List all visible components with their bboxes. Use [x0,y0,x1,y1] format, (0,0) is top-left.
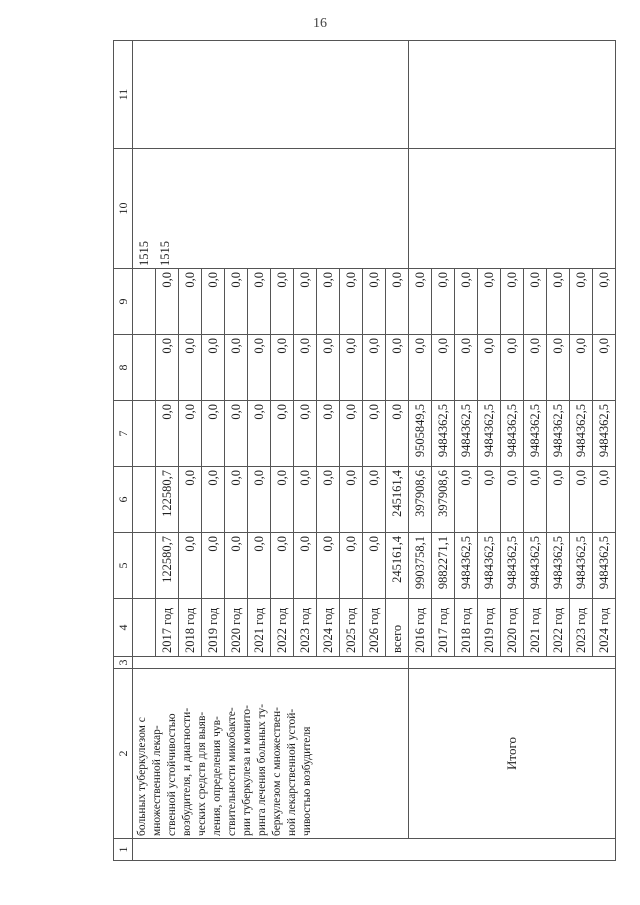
value-cell: 0,0 [294,467,317,533]
value-cell: 0,0 [386,335,409,401]
year-cell: 2019 год [478,599,501,657]
value-cell: 0,0 [340,269,363,335]
value-cell: 0,0 [363,533,386,599]
description-line: возбудителя, и диагности- [181,707,193,836]
value-cell: 9484362,5 [478,401,501,467]
value-cell: 0,0 [179,401,202,467]
value-cell: 0,0 [294,533,317,599]
year-cell: 2021 год [248,599,271,657]
description-line: ления, определения чув- [211,716,223,836]
year-cell: 2025 год [340,599,363,657]
year-cell: 2022 год [547,599,570,657]
value-cell: 0,0 [271,401,294,467]
value-cell: 0,0 [317,467,340,533]
value-cell: 0,0 [156,401,179,467]
value-cell: 0,0 [248,467,271,533]
description-line: ственной устойчивостью [166,713,178,836]
value-cell: 0,0 [455,269,478,335]
value-cell: 0,0 [524,467,547,533]
value-cell: 0,0 [271,335,294,401]
value-cell: 9484362,5 [432,401,455,467]
value-cell: 9484362,5 [524,401,547,467]
value-cell: 0,0 [547,335,570,401]
value-cell: 0,0 [202,335,225,401]
value-cell [133,335,156,401]
value-cell: 0,0 [202,269,225,335]
value-cell: 0,0 [202,401,225,467]
year-cell: всего [386,599,409,657]
column-number-cell: 6 [114,467,133,533]
column-number-cell: 7 [114,401,133,467]
value-cell: 397908,6 [432,467,455,533]
description-line: больных туберкулезом с [136,717,148,836]
value-cell: 0,0 [225,467,248,533]
year-cell: 2021 год [524,599,547,657]
value-cell: 0,0 [225,533,248,599]
value-cell: 0,0 [317,533,340,599]
value-cell [133,401,156,467]
table-row [133,41,156,861]
description-line: ной лекарственной устой- [286,708,298,836]
column-number-cell: 11 [114,41,133,149]
value-cell: 9484362,5 [547,533,570,599]
value-cell: 122580,7 [156,467,179,533]
value-cell: 397908,6 [409,467,432,533]
value-cell: 9484362,5 [593,533,616,599]
budget-table [113,40,616,861]
value-cell: 0,0 [570,269,593,335]
value-cell: 0,0 [432,335,455,401]
value-cell: 0,0 [363,467,386,533]
value-cell: 122580,7 [156,533,179,599]
value-cell: 0,0 [409,335,432,401]
value-cell: 245161,4 [386,467,409,533]
value-cell: 9484362,5 [501,533,524,599]
value-cell: 0,0 [501,335,524,401]
column-number-cell: 10 [114,149,133,269]
value-cell: 0,0 [317,269,340,335]
value-cell: 0,0 [547,269,570,335]
year-cell: 2023 год [570,599,593,657]
year-cell: 2024 год [593,599,616,657]
year-cell: 2019 год [202,599,225,657]
value-cell: 0,0 [248,533,271,599]
value-cell: 0,0 [570,335,593,401]
year-cell [133,599,156,657]
value-cell: 0,0 [432,269,455,335]
value-cell: 0,0 [179,335,202,401]
value-cell: 245161,4 [386,533,409,599]
column-number-cell: 5 [114,533,133,599]
value-cell [133,533,156,599]
value-cell: 0,0 [386,401,409,467]
value-cell: 0,0 [317,335,340,401]
value-cell: 0,0 [271,269,294,335]
year-cell: 2022 год [271,599,294,657]
col11-cell [133,41,409,149]
year-cell: 2018 год [455,599,478,657]
value-cell: 0,0 [363,269,386,335]
col3-cell [133,657,409,669]
value-cell: 0,0 [478,335,501,401]
value-cell: 0,0 [524,335,547,401]
value-cell: 0,0 [179,533,202,599]
col1-cell [133,839,616,861]
program-description [133,669,409,839]
value-cell: 0,0 [363,401,386,467]
value-cell: 0,0 [363,335,386,401]
table-row [409,41,432,861]
value-cell: 0,0 [478,269,501,335]
column-number-cell: 4 [114,599,133,657]
col10-cell [133,149,409,269]
value-cell: 9882271,1 [432,533,455,599]
value-cell: 0,0 [547,467,570,533]
value-cell: 0,0 [225,269,248,335]
total-label: Итого [409,669,616,839]
value-cell: 9484362,5 [501,401,524,467]
value-cell: 9505849,5 [409,401,432,467]
value-cell: 0,0 [294,269,317,335]
value-cell: 0,0 [179,269,202,335]
value-cell: 0,0 [455,467,478,533]
page-number: 16 [313,16,327,31]
value-cell: 0,0 [248,269,271,335]
value-cell: 0,0 [455,335,478,401]
value-cell: 0,0 [225,401,248,467]
description-line: чивостью возбудителя [301,726,313,836]
year-cell: 2020 год [225,599,248,657]
value-cell: 9903758,1 [409,533,432,599]
value-cell: 0,0 [271,467,294,533]
year-cell: 2024 год [317,599,340,657]
column-number-cell: 1 [114,839,133,861]
value-cell: 0,0 [524,269,547,335]
description-line: множественной лекар- [151,725,163,836]
value-cell: 0,0 [156,269,179,335]
value-cell: 0,0 [317,401,340,467]
value-cell: 0,0 [593,467,616,533]
value-cell: 0,0 [294,335,317,401]
value-cell: 0,0 [225,335,248,401]
col10-value: 1515 [158,241,172,266]
year-cell: 2018 год [179,599,202,657]
value-cell: 0,0 [294,401,317,467]
value-cell: 0,0 [386,269,409,335]
value-cell: 0,0 [409,269,432,335]
value-cell: 9484362,5 [570,401,593,467]
value-cell: 0,0 [340,467,363,533]
column-number-cell: 9 [114,269,133,335]
value-cell: 9484362,5 [524,533,547,599]
description-line: рии туберкулеза и монито- [241,705,253,836]
value-cell: 0,0 [501,467,524,533]
value-cell: 0,0 [340,533,363,599]
year-cell: 2017 год [432,599,455,657]
value-cell: 0,0 [248,401,271,467]
value-cell: 0,0 [156,335,179,401]
year-cell: 2023 год [294,599,317,657]
value-cell: 0,0 [478,467,501,533]
year-cell: 2017 год [156,599,179,657]
value-cell: 9484362,5 [478,533,501,599]
value-cell: 9484362,5 [455,533,478,599]
column-number-cell: 3 [114,657,133,669]
value-cell: 0,0 [570,467,593,533]
year-cell: 2016 год [409,599,432,657]
column-number-cell: 8 [114,335,133,401]
value-cell: 0,0 [202,467,225,533]
value-cell: 0,0 [501,269,524,335]
value-cell [133,467,156,533]
value-cell: 9484362,5 [455,401,478,467]
col3-cell [409,657,616,669]
col11-cell [409,41,616,149]
col10-cell [409,149,616,269]
description-line: ринга лечения больных ту- [256,703,268,836]
column-number-row [114,41,133,861]
value-cell: 9484362,5 [570,533,593,599]
value-cell: 9484362,5 [593,401,616,467]
value-cell: 9484362,5 [547,401,570,467]
description-line: ческих средств для выяв- [196,711,208,836]
column-number-cell: 2 [114,669,133,839]
value-cell: 0,0 [179,467,202,533]
col10-value: 1515 [137,241,151,266]
rotated-table-sheet [113,41,611,861]
description-line: беркулезом с множествен- [271,706,283,836]
description-line: ствительности микобакте- [226,707,238,836]
year-cell: 2020 год [501,599,524,657]
year-cell: 2026 год [363,599,386,657]
value-cell: 0,0 [271,533,294,599]
value-cell [133,269,156,335]
value-cell: 0,0 [593,269,616,335]
value-cell: 0,0 [340,335,363,401]
value-cell: 0,0 [248,335,271,401]
value-cell: 0,0 [593,335,616,401]
value-cell: 0,0 [340,401,363,467]
value-cell: 0,0 [202,533,225,599]
